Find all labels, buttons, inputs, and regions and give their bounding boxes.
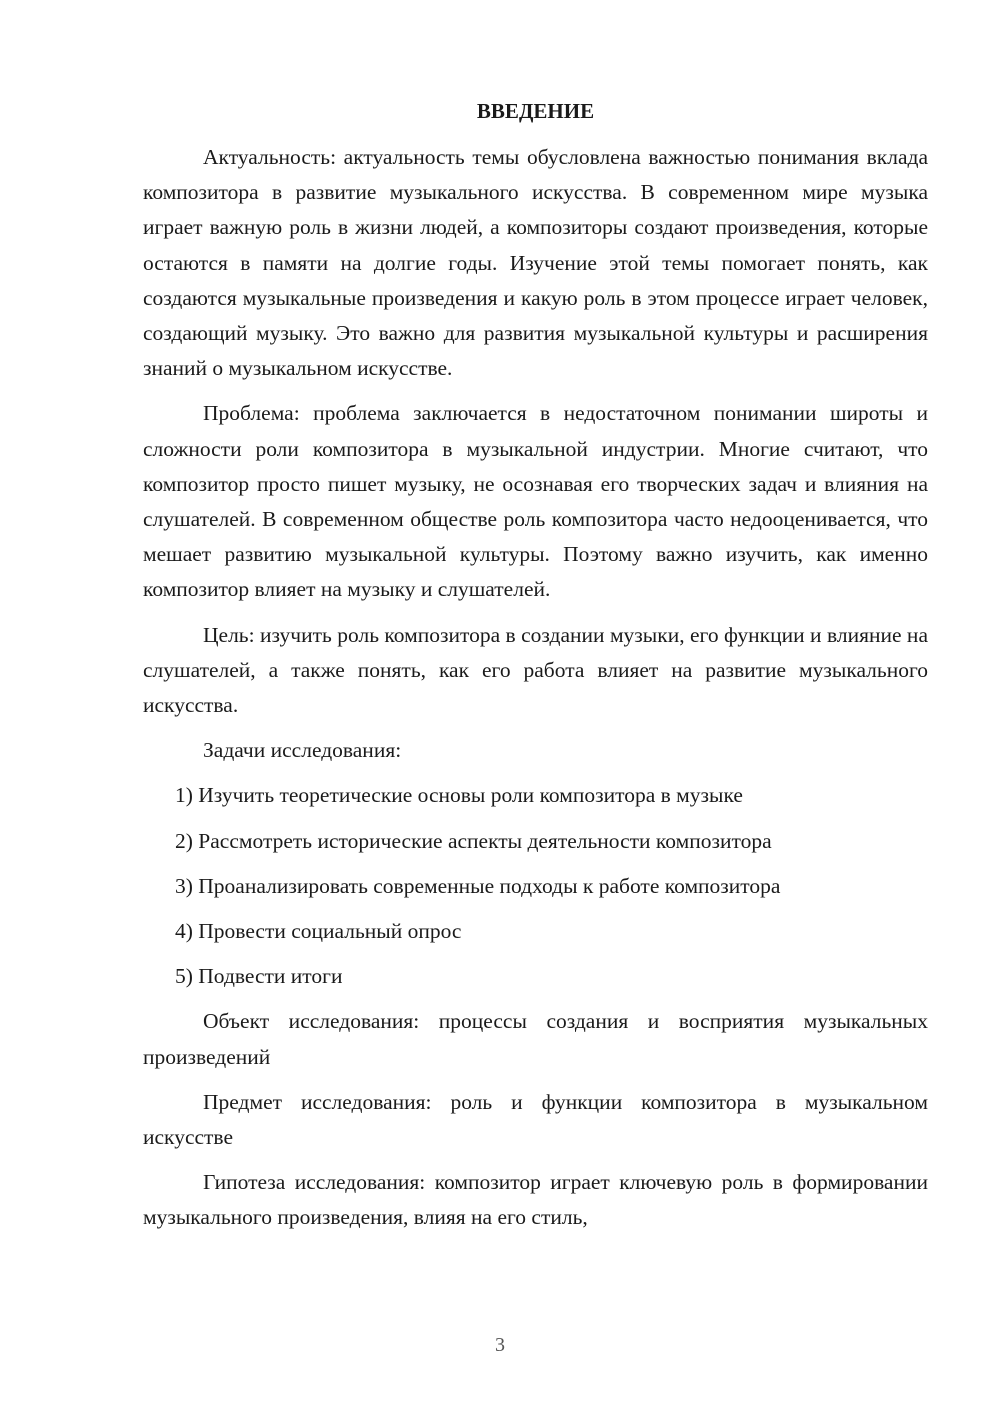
- object-paragraph: Объект исследования: процессы создания и восприятия музыкальных произведений: [143, 1009, 928, 1069]
- tasks-list: [143, 778, 928, 994]
- hypothesis-paragraph: Гипотеза исследования: композитор играет ключевую роль в формировании музыкального произведения, влияя на его стиль,: [143, 1170, 928, 1230]
- list-item: 1) Изучить теоретические основы роли композитора в музыке: [175, 783, 743, 808]
- problem-paragraph: Проблема: проблема заключается в недостаточном понимании широты и сложности роли композитора в музыкальной индустрии. Многие считают, что композитор просто пишет музыку, не осознавая его творческих задач и влияния на слушателей. В современном обществе роль композитора часто недооценивается, что мешает развитию музыкальной культуры. Поэтому важно изучить, как именно композитор влияет на музыку и слушателей.: [143, 401, 928, 602]
- tasks-title: Задачи исследования:: [203, 738, 402, 763]
- relevance-paragraph: Актуальность: актуальность темы обусловлена важностью понимания вклада композитора в развитие музыкального искусства. В современном мире музыка играет важную роль в жизни людей, а композиторы создают произведения, которые остаются в памяти на долгие годы. Изучение этой темы помогает понять, как создаются музыкальные произведения и какую роль в этом процессе играет человек, создающий музыку. Это важно для развития музыкальной культуры и расширения знаний о музыкальном искусстве.: [143, 145, 928, 381]
- subject-paragraph: Предмет исследования: роль и функции композитора в музыкальном искусстве: [143, 1089, 928, 1150]
- list-item: 3) Проанализировать современные подходы к работе композитора: [175, 873, 781, 898]
- list-item: 5) Подвести итоги: [175, 964, 343, 989]
- list-item: 4) Провести социальный опрос: [175, 919, 462, 944]
- goal-paragraph: Цель: изучить роль композитора в создании музыки, его функции и влияние на слушателей, а также понять, как его работа влияет на развитие музыкального искусства.: [143, 622, 928, 718]
- page-number: 3: [495, 1334, 505, 1356]
- document-page: [143, 96, 928, 1246]
- section-heading: ВВЕДЕНИЕ: [476, 99, 595, 123]
- list-item: 2) Рассмотреть исторические аспекты деятельности композитора: [175, 828, 772, 853]
